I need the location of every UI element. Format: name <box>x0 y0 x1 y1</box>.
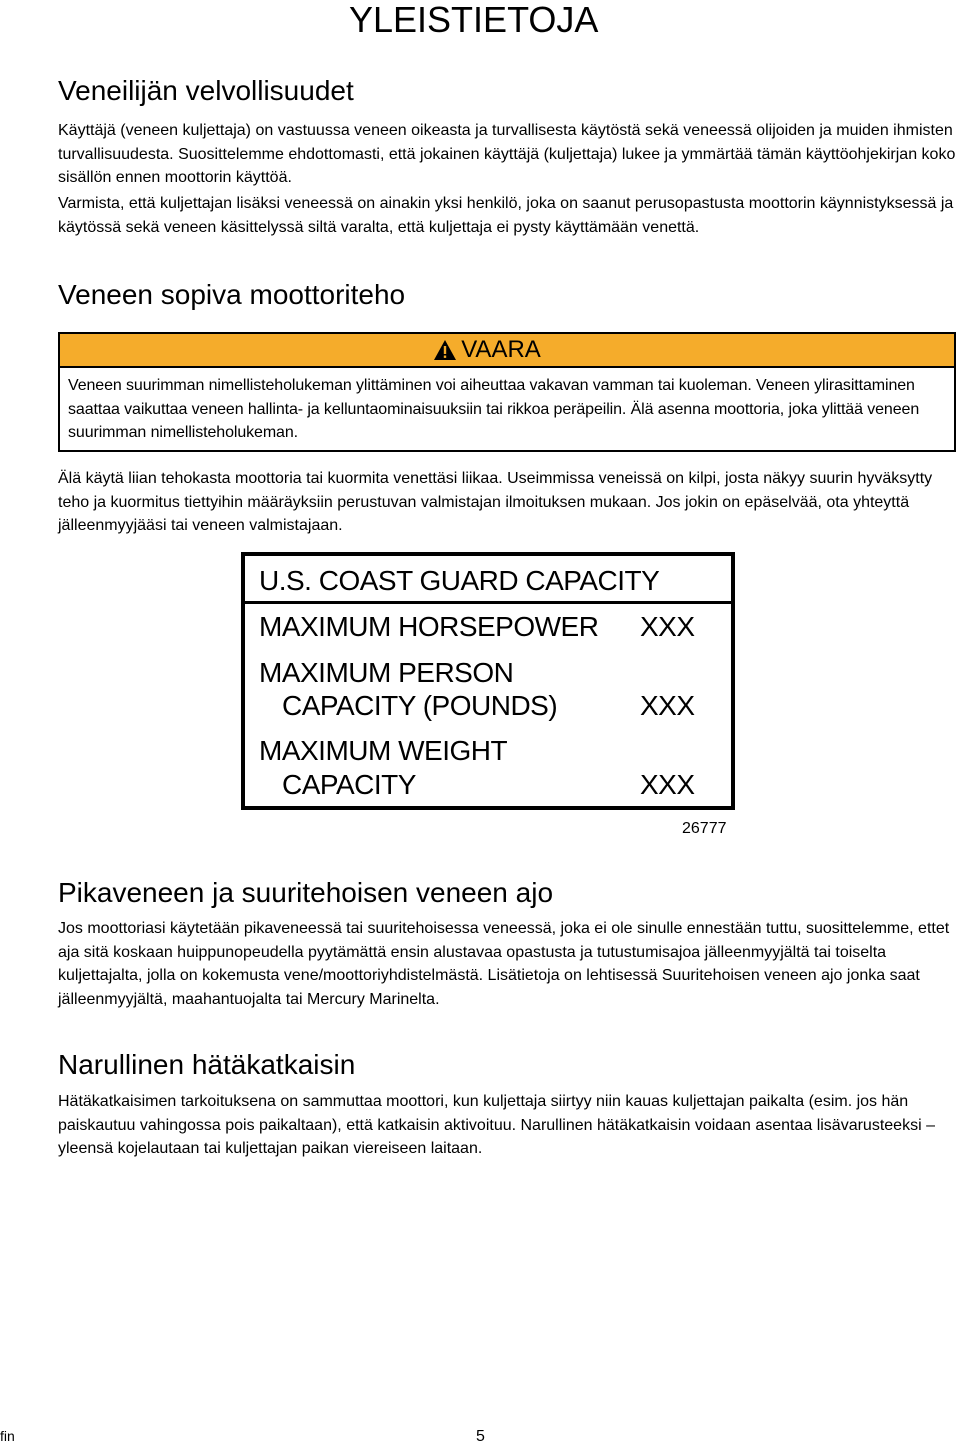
paragraph-highspeed-text-after: jonka saat jälleenmyyjältä, maahantuojalta tai Mercury Marinelta. <box>58 967 920 1008</box>
page-section-title: YLEISTIETOJA <box>349 0 599 40</box>
capacity-plate-divider <box>245 601 731 604</box>
footer-language: fin <box>0 1428 15 1444</box>
warning-triangle-icon <box>433 339 457 361</box>
danger-warning-title: VAARA <box>461 336 541 363</box>
heading-owner-responsibilities: Veneilijän velvollisuudet <box>58 75 354 106</box>
heading-horsepower: Veneen sopiva moottoriteho <box>58 279 406 310</box>
capacity-weight-label-line2: CAPACITY <box>282 769 416 800</box>
capacity-person-label-line1: MAXIMUM PERSON <box>259 657 514 688</box>
publication-reference: Suuritehoisen veneen ajo <box>661 967 843 984</box>
paragraph-highspeed-text-before: Jos moottoriasi käytetään pikaveneessä tai suuritehoisessa veneessä, joka ei ole sinulle ennestään tuttu, suosittelemme, ettet aja sitä koskaan huippunopeudella pyytämättä ensin alustavaa opastusta ja tutustumisajoa jälleenmyyjältä tai toiselta kuljettajalta, jolla on kokemusta vene/moottoriyhdistelmästä. Lisätietoja on lehtisessä <box>58 920 950 984</box>
danger-warning-box <box>58 332 956 452</box>
danger-warning-text: Veneen suurimman nimellisteholukeman ylittäminen voi aiheuttaa vakavan vamman tai kuoleman. Veneen ylirasittaminen saattaa vaikuttaa veneen hallinta- ja kelluntaominaisuuksiin tai rikkoa peräpeilin. Älä asenna moottoria, joka ylittää veneen suurimman nimellisteholukeman. <box>68 377 920 441</box>
figure-number: 26777 <box>682 820 727 837</box>
capacity-person-label-line2: CAPACITY (POUNDS) <box>282 690 558 721</box>
capacity-weight-label-line1: MAXIMUM WEIGHT <box>259 735 508 766</box>
paragraph-owner-2: Varmista, että kuljettajan lisäksi veneessä on ainakin yksi henkilö, joka on saanut perusopastusta moottorin käynnistyksessä ja käytössä sekä veneen käsittelyssä siltä varalta, että kuljettaja ei pysty käyttämään venettä. <box>58 195 954 236</box>
footer-page-number: 5 <box>476 1428 485 1445</box>
paragraph-horsepower-1: Älä käytä liian tehokasta moottoria tai kuormita venettäsi liikaa. Useimmissa veneissä on kilpi, josta näkyy suurin hyväksytty teho ja kuormitus tiettyihin määräyksiin perustuvan valmistajan ilmoituksen mukaan. Jos jokin on epäselvää, ota yhteyttä jälleenmyyjääsi tai veneen valmistajaan. <box>58 470 933 534</box>
heading-lanyard: Narullinen hätäkatkaisin <box>58 1049 356 1080</box>
capacity-hp-value: XXX <box>640 611 695 642</box>
heading-highspeed: Pikaveneen ja suuritehoisen veneen ajo <box>58 877 554 908</box>
paragraph-highspeed-1 <box>58 917 958 1011</box>
capacity-weight-value: XXX <box>640 769 695 800</box>
paragraph-owner-1: Käyttäjä (veneen kuljettaja) on vastuussa veneen oikeasta ja turvallisesta käytöstä sekä veneessä olijoiden ja muiden ihmisten turvallisuudesta. Suosittelemme ehdottomasti, että jokainen käyttäjä (kuljettaja) lukee ja ymmärtää tämän käyttöohjekirjan koko sisällön ennen moottorin käyttöä. <box>58 122 956 186</box>
paragraph-lanyard-1: Hätäkatkaisimen tarkoituksena on sammuttaa moottori, kun kuljettaja siirtyy niin kauas kuljettajan paikalta (esim. jos hän paiskautuu vahingossa pois paikaltaan), että katkaisin aktivoituu. Narullinen hätäkatkaisin voidaan asentaa lisävarusteeksi – yleensä kojelautaan tai kuljettajan paikan viereiseen laitaan. <box>58 1093 935 1157</box>
capacity-hp-label: MAXIMUM HORSEPOWER <box>259 611 599 642</box>
capacity-plate-title: U.S. COAST GUARD CAPACITY <box>259 565 660 596</box>
capacity-person-value: XXX <box>640 690 695 721</box>
danger-warning-header <box>60 334 954 368</box>
